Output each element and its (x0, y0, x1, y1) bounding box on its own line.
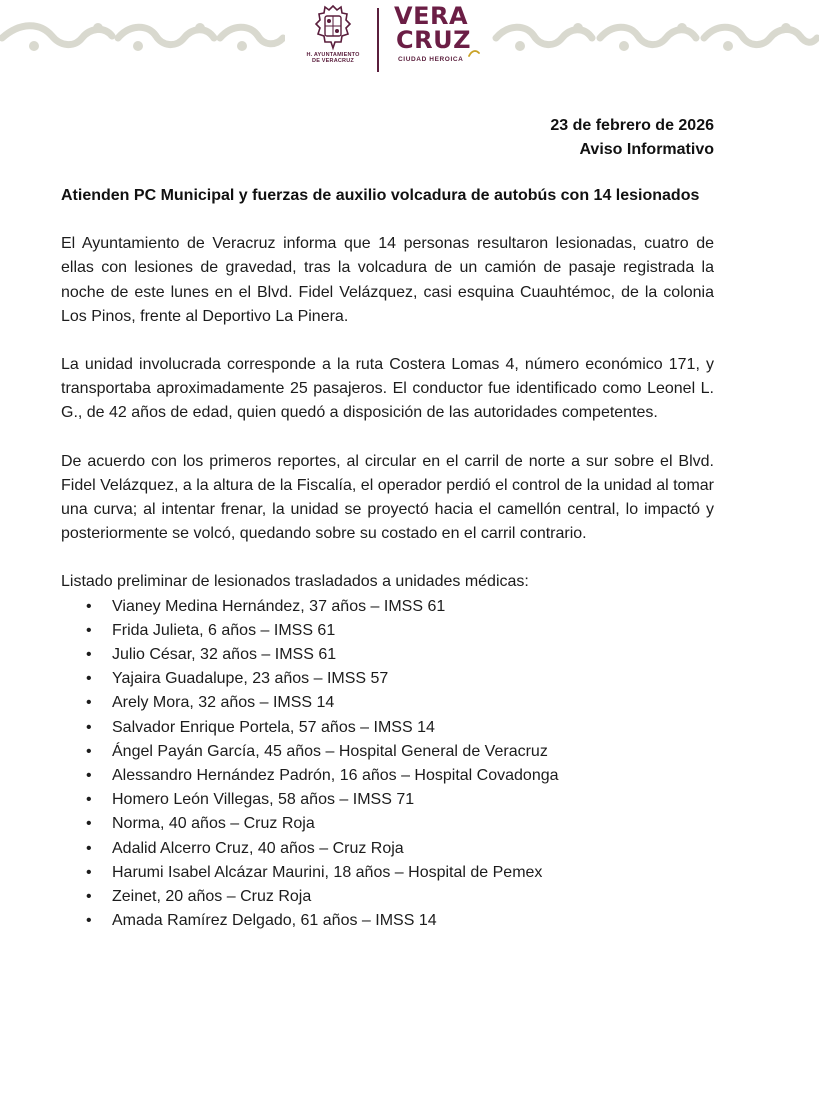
article-paragraph: La unidad involucrada corresponde a la ruta Costera Lomas 4, número económico 171, y transportaba aproximadamente 25 pasajeros. El conductor fue identificado como Leonel L. G., de 42 años de edad, quien quedó a disposición de las autoridades competentes. (61, 356, 714, 422)
brand-line-cruz: CRUZ (396, 26, 471, 54)
list-item: • Homero León Villegas, 58 años – IMSS 71 (61, 788, 714, 812)
crest-shield-icon (313, 4, 353, 52)
brand-subtitle: CIUDAD HEROICA (398, 56, 464, 63)
ornament-left-icon (0, 16, 285, 58)
brand-accent-icon (468, 48, 480, 58)
brand-line-vera: VERA (394, 2, 469, 30)
list-item: • Yajaira Guadalupe, 23 años – IMSS 57 (61, 667, 714, 691)
list-item: • Norma, 40 años – Cruz Roja (61, 812, 714, 836)
city-crest (300, 4, 366, 76)
letterhead (0, 0, 819, 80)
crest-caption-line2: DE VERACRUZ (312, 58, 354, 64)
notice-type: Aviso Informativo (579, 141, 714, 158)
notice-meta (550, 114, 714, 162)
article-body (61, 184, 714, 933)
article-paragraph: El Ayuntamiento de Veracruz informa que 14 personas resultaron lesionadas, cuatro de ellas con lesiones de gravedad, tras la volcadura de un camión de pasaje registrada la noche de este lunes en el Blvd. Fidel Velázquez, casi esquina Cuauhtémoc, de la colonia Los Pinos, frente al Deportivo La Pinera. (61, 235, 714, 325)
list-item: • Julio César, 32 años – IMSS 61 (61, 643, 714, 667)
list-item: • Alessandro Hernández Padrón, 16 años – Hospital Covadonga (61, 764, 714, 788)
list-item: • Frida Julieta, 6 años – IMSS 61 (61, 619, 714, 643)
list-item: • Arely Mora, 32 años – IMSS 14 (61, 691, 714, 715)
article-paragraph: De acuerdo con los primeros reportes, al circular en el carril de norte a sur sobre el Blvd. Fidel Velázquez, a la altura de la Fiscalía, el operador perdió el control de la unidad al tomar una curva; al intentar frenar, la unidad se proyectó hacia el camellón central, lo impactó y posteriormente se volcó, quedando sobre su costado en el carril contrario. (61, 452, 714, 543)
list-item: • Zeinet, 20 años – Cruz Roja (61, 885, 714, 909)
ornament-right-icon (492, 16, 819, 58)
list-item: • Amada Ramírez Delgado, 61 años – IMSS 14 (61, 909, 714, 933)
header-divider (377, 8, 379, 72)
crest-caption-line1: H. AYUNTAMIENTO (306, 52, 360, 58)
injured-list-intro: Listado preliminar de lesionados trasladados a unidades médicas: (61, 573, 529, 591)
list-item: • Harumi Isabel Alcázar Maurini, 18 años – Hospital de Pemex (61, 861, 714, 885)
list-item: • Ángel Payán García, 45 años – Hospital General de Veracruz (61, 740, 714, 764)
injured-list (61, 595, 714, 934)
list-item: • Salvador Enrique Portela, 57 años – IMSS 14 (61, 716, 714, 740)
veracruz-brand-logo (392, 4, 484, 76)
list-item: • Adalid Alcerro Cruz, 40 años – Cruz Roja (61, 837, 714, 861)
article-headline: Atienden PC Municipal y fuerzas de auxilio volcadura de autobús con 14 lesionados (61, 187, 700, 204)
notice-date: 23 de febrero de 2026 (550, 117, 714, 134)
list-item: • Vianey Medina Hernández, 37 años – IMSS 61 (61, 595, 714, 619)
